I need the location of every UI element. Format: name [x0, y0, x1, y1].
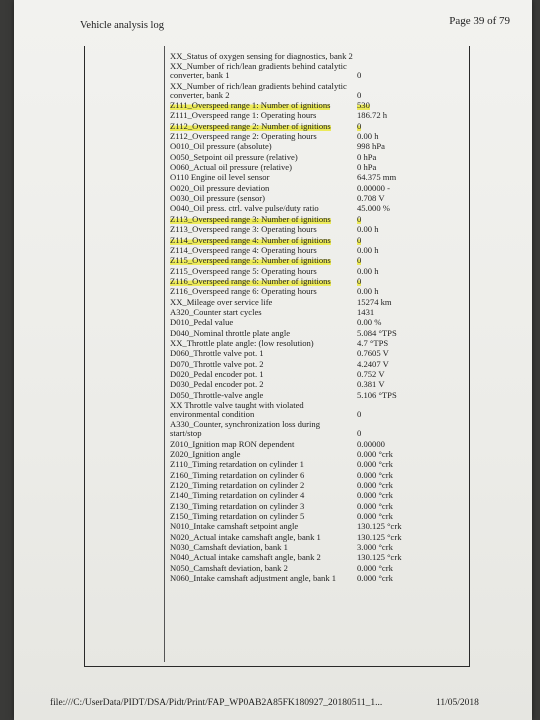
table-row	[166, 122, 462, 131]
row-value: 998 hPa	[357, 141, 385, 152]
table-row	[166, 543, 462, 552]
row-label: O110 Engine oil level sensor	[170, 172, 270, 183]
table-row	[166, 318, 462, 327]
row-label: O060_Actual oil pressure (relative)	[170, 162, 292, 173]
highlighted-label: Z112_Overspeed range 2: Number of ignitions	[170, 120, 331, 131]
table-row	[166, 267, 462, 276]
table-row	[166, 256, 462, 265]
table-row	[166, 101, 462, 110]
row-value: 0.000 °crk	[357, 490, 393, 501]
row-value: 130.125 °crk	[357, 552, 402, 563]
row-value: 0.752 V	[357, 368, 385, 379]
table-row	[166, 329, 462, 338]
footer-file-path: file:///C:/UserData/PIDT/DSA/Pidt/Print/FAP_WP0AB2A85FK180927_20180511_1...	[50, 698, 383, 708]
highlighted-label: Z111_Overspeed range 1: Number of ignitions	[170, 100, 331, 111]
row-label: Z116_Overspeed range 6: Operating hours	[170, 286, 317, 297]
table-row	[166, 401, 462, 419]
row-label: D030_Pedal encoder pot. 2	[170, 379, 264, 390]
row-label: O030_Oil pressure (sensor)	[170, 193, 265, 204]
row-value: 15274 km	[357, 296, 392, 307]
table-row	[166, 111, 462, 120]
table-row	[166, 460, 462, 469]
row-label: O020_Oil pressure deviation	[170, 182, 270, 193]
row-label: D020_Pedal encoder pot. 1	[170, 368, 264, 379]
table-row	[166, 391, 462, 400]
row-value: 130.125 °crk	[357, 521, 402, 532]
row-label: N020_Actual intake camshaft angle, bank 1	[170, 531, 321, 542]
highlighted-value: 0	[357, 275, 362, 286]
row-label: XX Throttle valve taught with violated environmental condition	[170, 400, 304, 419]
row-value: 0.000 °crk	[357, 459, 393, 470]
table-row	[166, 308, 462, 317]
row-label: A320_Counter start cycles	[170, 306, 262, 317]
row-value: 0.00 h	[357, 265, 379, 276]
row-value	[353, 277, 462, 286]
measurement-table	[166, 52, 462, 585]
row-label: Z120_Timing retardation on cylinder 2	[170, 480, 305, 491]
row-label: Z114_Overspeed range 4: Operating hours	[170, 244, 317, 255]
row-value: 0	[357, 70, 362, 81]
table-row	[166, 349, 462, 358]
row-label: Z150_Timing retardation on cylinder 5	[170, 511, 305, 522]
table-row	[166, 481, 462, 490]
highlighted-label: Z113_Overspeed range 3: Number of ignitions	[170, 213, 331, 224]
row-value: 3.000 °crk	[357, 542, 393, 553]
table-row	[166, 246, 462, 255]
row-value: 0.000 °crk	[357, 469, 393, 480]
table-row	[166, 380, 462, 389]
row-value: 0	[357, 428, 362, 439]
highlighted-label: Z115_Overspeed range 5: Number of ignitions	[170, 255, 331, 266]
row-value: 0 hPa	[357, 151, 377, 162]
row-value: 0 hPa	[357, 162, 377, 173]
table-row	[166, 574, 462, 583]
row-value: 0.00 %	[357, 317, 382, 328]
table-row	[166, 287, 462, 296]
row-value: 0.000 °crk	[357, 573, 393, 584]
table-row	[166, 163, 462, 172]
row-label: N040_Actual intake camshaft angle, bank 2	[170, 552, 321, 563]
row-value: 0	[357, 89, 362, 100]
row-value: 0.00 h	[357, 286, 379, 297]
row-label: D070_Throttle valve pot. 2	[170, 358, 264, 369]
row-value: 0.000 °crk	[357, 449, 393, 460]
row-label: D060_Throttle valve pot. 1	[170, 348, 264, 359]
document-title: Vehicle analysis log	[80, 20, 164, 31]
row-label: XX_Status of oxygen sensing for diagnostics, bank 2	[170, 51, 353, 61]
row-label: Z115_Overspeed range 5: Operating hours	[170, 265, 317, 276]
row-label	[166, 277, 353, 286]
row-label: XX_Mileage over service life	[170, 296, 273, 307]
highlighted-value: 0	[357, 255, 362, 266]
row-label: D010_Pedal value	[170, 317, 234, 328]
row-label	[166, 122, 353, 131]
table-row	[166, 360, 462, 369]
row-value: 45.000 %	[357, 203, 390, 214]
table-row	[166, 153, 462, 162]
row-label: O040_Oil press. ctrl. valve pulse/duty ratio	[170, 203, 319, 214]
highlighted-value: 0	[357, 120, 362, 131]
table-row	[166, 277, 462, 286]
row-label: XX_Number of rich/lean gradients behind catalytic converter, bank 1	[170, 61, 347, 81]
table-row	[166, 298, 462, 307]
row-value: 5.084 °TPS	[357, 327, 397, 338]
highlighted-label: Z116_Overspeed range 6: Number of ignitions	[170, 275, 331, 286]
table-row	[166, 173, 462, 182]
table-row	[166, 52, 462, 61]
row-label: Z110_Timing retardation on cylinder 1	[170, 459, 304, 470]
table-row	[166, 236, 462, 245]
row-value: 0	[357, 409, 362, 419]
row-value	[353, 256, 462, 265]
row-value: 0.00 h	[357, 224, 379, 235]
row-value: 0.708 V	[357, 193, 385, 204]
table-row	[166, 533, 462, 542]
table-row	[166, 564, 462, 573]
table-row	[166, 62, 462, 80]
row-value: 64.375 mm	[357, 172, 397, 183]
table-row	[166, 553, 462, 562]
document-page	[14, 0, 532, 720]
table-row	[166, 194, 462, 203]
row-label: N060_Intake camshaft adjustment angle, bank 1	[170, 573, 337, 584]
row-label: N050_Camshaft deviation, bank 2	[170, 562, 288, 573]
row-label: Z113_Overspeed range 3: Operating hours	[170, 224, 317, 235]
table-row	[166, 370, 462, 379]
table-row	[166, 142, 462, 151]
table-row	[166, 522, 462, 531]
row-value: 0.000 °crk	[357, 480, 393, 491]
row-label: Z160_Timing retardation on cylinder 6	[170, 469, 305, 480]
row-value: 4.2407 V	[357, 358, 389, 369]
row-value	[353, 215, 462, 224]
row-label	[166, 256, 353, 265]
row-label: D040_Nominal throttle plate angle	[170, 327, 291, 338]
page-number: Page 39 of 79	[449, 15, 510, 27]
row-value: 0.000 °crk	[357, 562, 393, 573]
row-value: 0.381 V	[357, 379, 385, 390]
highlighted-label: Z114_Overspeed range 4: Number of ignitions	[170, 234, 331, 245]
highlighted-value: 0	[357, 213, 362, 224]
table-row	[166, 184, 462, 193]
row-label: Z020_Ignition angle	[170, 449, 241, 460]
row-label	[166, 215, 353, 224]
row-label: Z010_Ignition map RON dependent	[170, 438, 295, 449]
frame-left-border	[84, 46, 85, 666]
highlighted-value: 530	[357, 100, 370, 111]
table-row	[166, 420, 462, 438]
row-label: Z112_Overspeed range 2: Operating hours	[170, 131, 317, 142]
row-label: Z130_Timing retardation on cylinder 3	[170, 500, 305, 511]
row-value: 186.72 h	[357, 110, 388, 121]
row-label: A330_Counter, synchronization loss during start/stop	[170, 419, 321, 439]
row-value: 0.00000	[357, 438, 385, 449]
row-value: 0.000 °crk	[357, 511, 393, 522]
table-row	[166, 339, 462, 348]
table-row	[166, 491, 462, 500]
table-row	[166, 450, 462, 459]
table-row	[166, 132, 462, 141]
row-value: 0.00000 -	[357, 182, 390, 193]
row-value: 130.125 °crk	[357, 531, 402, 542]
table-row	[166, 440, 462, 449]
table-left-rule	[164, 46, 165, 662]
table-row	[166, 82, 462, 100]
row-label: Z111_Overspeed range 1: Operating hours	[170, 110, 317, 121]
highlighted-value: 0	[357, 234, 362, 245]
row-label: Z140_Timing retardation on cylinder 4	[170, 490, 305, 501]
frame-right-border	[469, 46, 470, 666]
row-value: 0.00 h	[357, 244, 379, 255]
row-label: N030_Camshaft deviation, bank 1	[170, 542, 288, 553]
row-label: O050_Setpoint oil pressure (relative)	[170, 151, 298, 162]
row-label: XX_Throttle plate angle: (low resolution)	[170, 337, 314, 348]
table-row	[166, 225, 462, 234]
table-row	[166, 204, 462, 213]
frame-bottom-border	[84, 666, 470, 667]
row-value	[353, 236, 462, 245]
row-label: XX_Number of rich/lean gradients behind catalytic converter, bank 2	[170, 80, 347, 100]
row-value: 0.7605 V	[357, 348, 389, 359]
row-value: 4.7 °TPS	[357, 337, 389, 348]
footer-date: 11/05/2018	[436, 698, 479, 708]
row-label: N010_Intake camshaft setpoint angle	[170, 521, 299, 532]
row-value	[353, 101, 462, 110]
table-row	[166, 512, 462, 521]
table-row	[166, 215, 462, 224]
row-label: O010_Oil pressure (absolute)	[170, 141, 272, 152]
row-label	[166, 236, 353, 245]
row-label	[166, 101, 353, 110]
row-value	[353, 122, 462, 131]
row-value: 1431	[357, 306, 375, 317]
row-value: 5.106 °TPS	[357, 389, 397, 400]
row-value: 0.00 h	[357, 131, 379, 142]
row-label: D050_Throttle-valve angle	[170, 389, 264, 400]
table-row	[166, 502, 462, 511]
table-row	[166, 471, 462, 480]
row-value: 0.000 °crk	[357, 500, 393, 511]
